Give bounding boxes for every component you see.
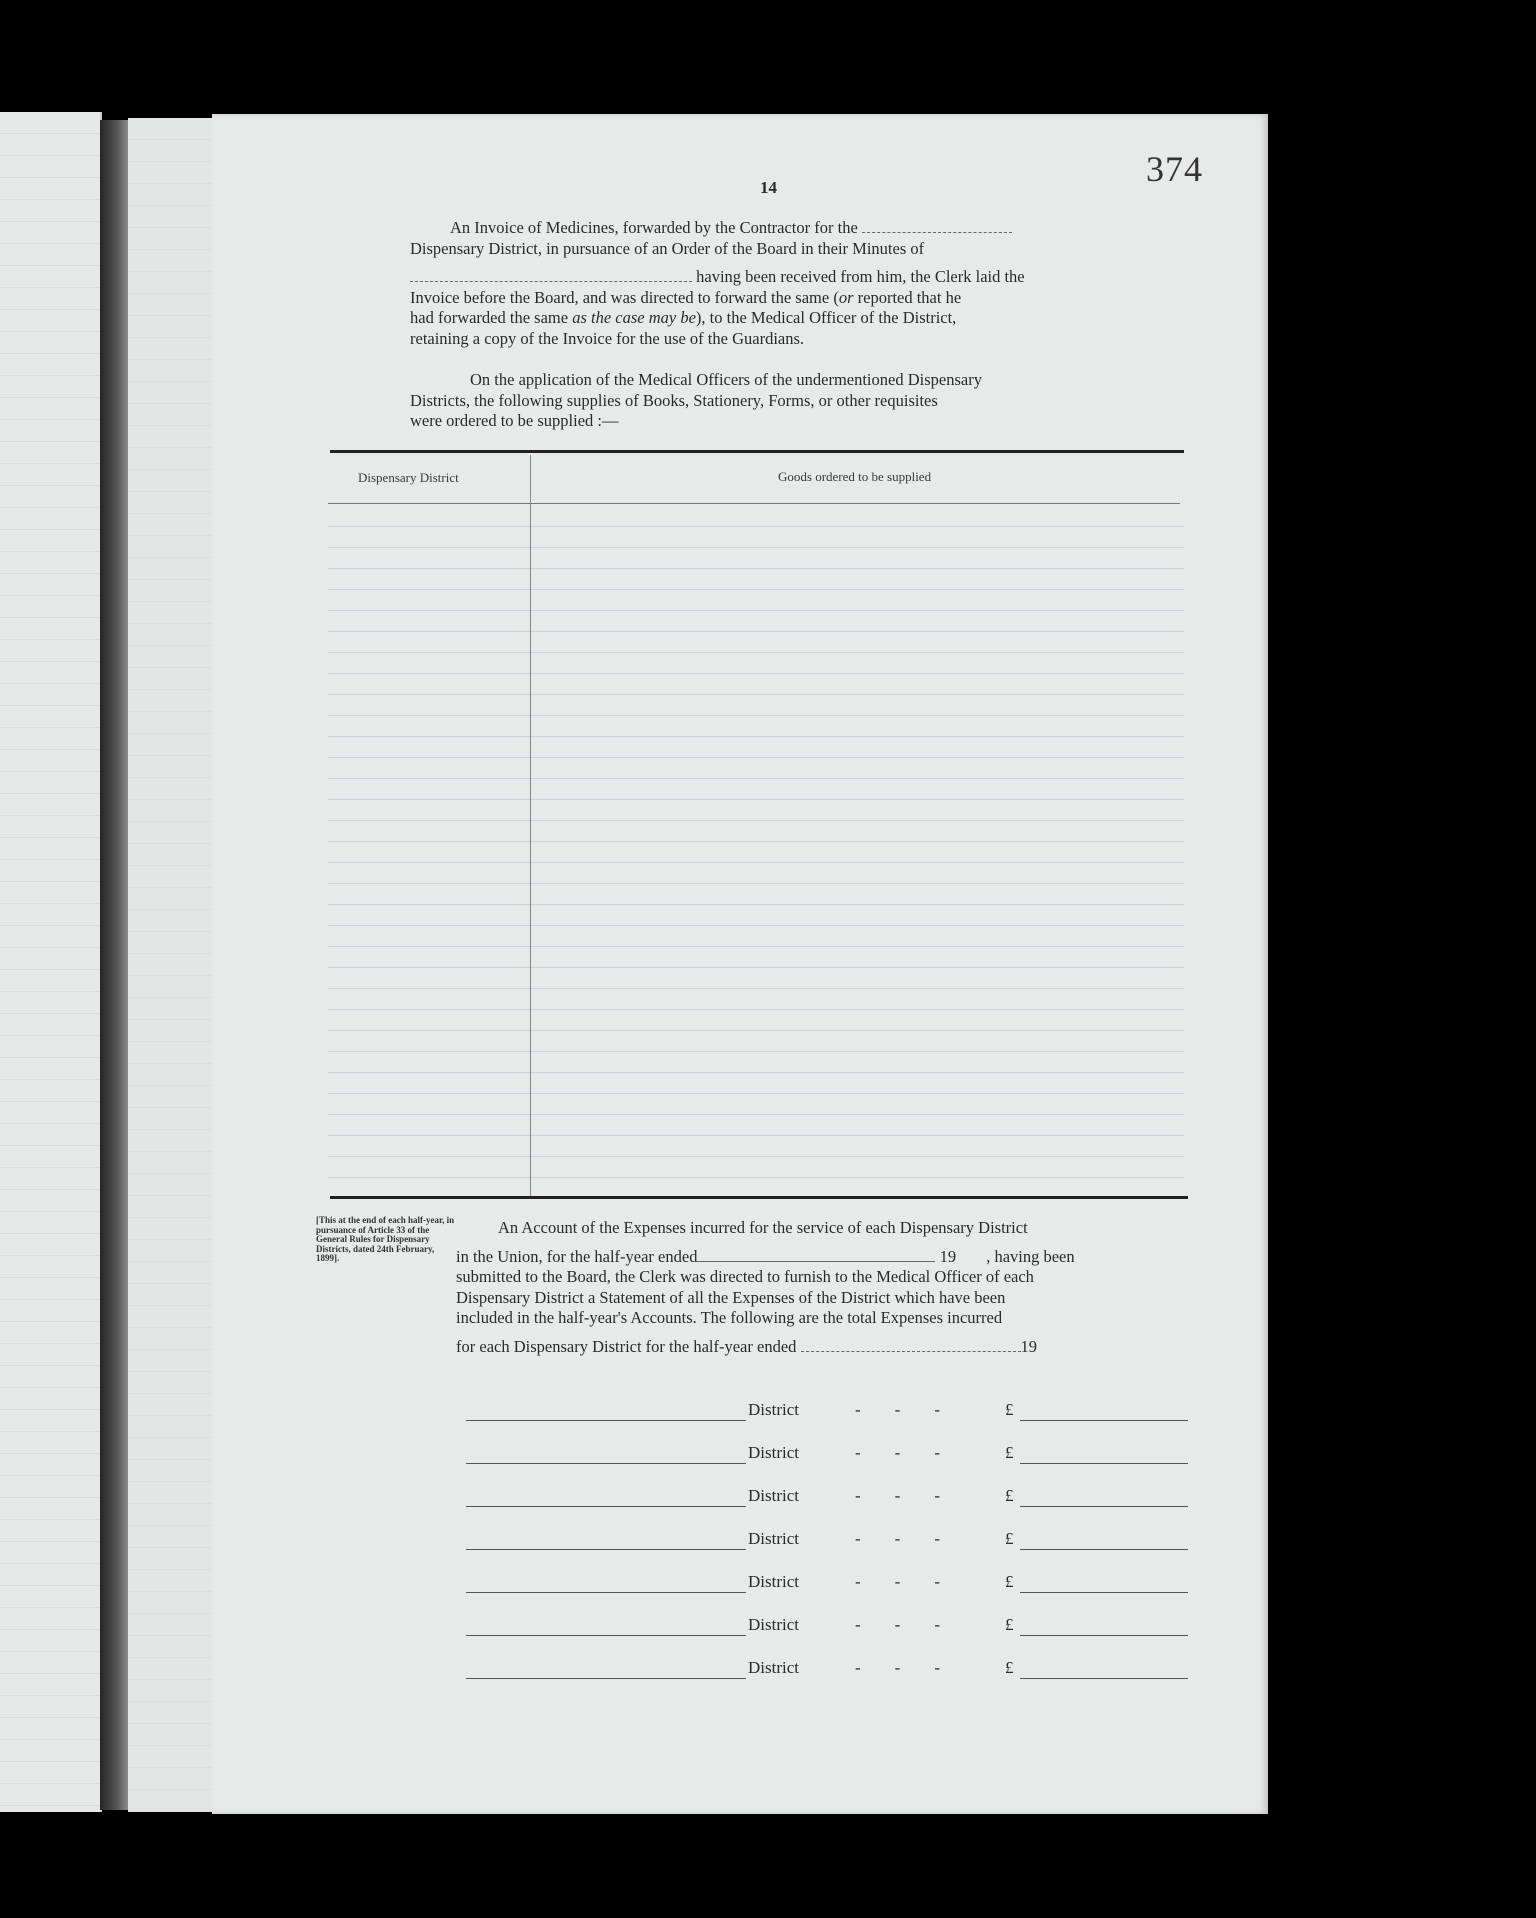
invoice-paragraph <box>410 218 1128 349</box>
book-gutter <box>100 120 128 1810</box>
account-line-6b: 19 <box>1020 1336 1038 1356</box>
stub-ruling <box>128 118 214 1812</box>
minutes-blank <box>410 281 692 282</box>
page-stub <box>128 118 216 1812</box>
district-name-blank <box>466 1549 746 1550</box>
district-row <box>460 1443 1190 1467</box>
application-line-2: Districts, the following supplies of Books, Stationery, Forms, or other requisites <box>410 390 938 410</box>
table-top-rule <box>330 450 1184 453</box>
district-row <box>460 1486 1190 1510</box>
district-row <box>460 1658 1190 1682</box>
district-leader-dashes: - - - <box>855 1658 940 1677</box>
half-year-blank-2 <box>801 1351 1021 1352</box>
district-row <box>460 1529 1190 1553</box>
invoice-line-2: Dispensary District, in pursuance of an Order of the Board in their Minutes of <box>410 238 925 258</box>
district-label: District <box>748 1572 799 1591</box>
district-name-blank <box>466 1635 746 1636</box>
district-label: District <box>748 1529 799 1548</box>
account-line-4: Dispensary District a Statement of all the Expenses of the District which have been <box>456 1287 1006 1307</box>
district-leader-dashes: - - - <box>855 1486 940 1505</box>
pound-sign: £ <box>1005 1615 1014 1634</box>
district-label: District <box>748 1400 799 1419</box>
district-row <box>460 1572 1190 1596</box>
amount-blank <box>1020 1463 1188 1464</box>
folio-number: 374 <box>1146 149 1203 189</box>
district-label: District <box>748 1486 799 1505</box>
pound-sign: £ <box>1005 1529 1014 1548</box>
district-leader-dashes: - - - <box>855 1615 940 1634</box>
amount-blank <box>1020 1420 1188 1421</box>
account-line-6 <box>456 1337 1190 1358</box>
district-name-blank <box>466 1420 746 1421</box>
amount-blank <box>1020 1592 1188 1593</box>
contractor-blank <box>862 232 1012 233</box>
col-dispensary-district-header: Dispensary District <box>358 470 459 485</box>
invoice-line-1-text: An Invoice of Medicines, forwarded by the Contractor for the <box>450 218 858 237</box>
invoice-line-3-text: having been received from him, the Clerk laid the <box>696 267 1025 286</box>
district-name-blank <box>466 1506 746 1507</box>
district-row <box>460 1615 1190 1639</box>
pound-sign: £ <box>1005 1658 1014 1677</box>
account-line-2a: in the Union, for the half-year ended <box>456 1246 698 1266</box>
district-name-blank <box>466 1592 746 1593</box>
col-goods-header: Goods ordered to be supplied <box>778 469 932 484</box>
invoice-line-3 <box>410 267 1128 288</box>
district-leader-dashes: - - - <box>855 1443 940 1462</box>
pound-sign: £ <box>1005 1572 1014 1591</box>
amount-blank <box>1020 1635 1188 1636</box>
district-label: District <box>748 1443 799 1462</box>
account-line-2 <box>456 1247 1190 1268</box>
invoice-line-4b: or <box>838 287 854 307</box>
pound-sign: £ <box>1005 1486 1014 1505</box>
invoice-line-5b: as the case may be <box>572 308 696 327</box>
district-leader-dashes: - - - <box>855 1572 940 1591</box>
application-line-3: were ordered to be supplied :— <box>410 411 619 430</box>
amount-blank <box>1020 1549 1188 1550</box>
account-line-3: submitted to the Board, the Clerk was directed to furnish to the Medical Officer of each <box>456 1267 1034 1286</box>
district-name-blank <box>466 1678 746 1679</box>
half-year-blank-1 <box>697 1261 935 1262</box>
account-paragraph <box>456 1218 1190 1357</box>
district-leader-dashes: - - - <box>855 1400 940 1419</box>
account-line-5: included in the half-year's Accounts. The following are the total Expenses incurred <box>456 1308 1003 1327</box>
district-name-blank <box>466 1463 746 1464</box>
page-number: 14 <box>760 178 777 197</box>
application-paragraph <box>410 370 1124 432</box>
invoice-line-5 <box>410 308 1128 329</box>
pound-sign: £ <box>1005 1443 1014 1462</box>
account-line-2b: 19 <box>939 1246 957 1266</box>
table-header-rule <box>328 503 1180 504</box>
invoice-line-5c: ), to the Medical Officer of the District, <box>695 308 957 327</box>
invoice-line-4a: Invoice before the Board, and was directed to forward the same ( <box>410 287 839 307</box>
account-line-1: An Account of the Expenses incurred for the service of each Dispensary District <box>498 1218 1028 1237</box>
left-page-edge <box>0 112 102 1812</box>
invoice-line-5a: had forwarded the same <box>410 308 573 327</box>
invoice-line-6: retaining a copy of the Invoice for the use of the Guardians. <box>410 328 805 348</box>
margin-note: [This at the end of each half-year, in pursuance of Article 33 of the General Rules for Dispensary Districts, dated 24th February, 1899]. <box>316 1215 455 1263</box>
application-line-1: On the application of the Medical Officers of the undermentioned Dispensary <box>470 370 982 389</box>
table-ruled-area <box>328 506 1184 1196</box>
table-column-divider <box>530 455 531 1197</box>
account-line-6a: for each Dispensary District for the half-year ended <box>456 1336 797 1356</box>
district-row <box>460 1400 1190 1424</box>
district-label: District <box>748 1615 799 1634</box>
pound-sign: £ <box>1005 1400 1014 1419</box>
amount-blank <box>1020 1678 1188 1679</box>
left-page-ruling <box>0 112 100 1812</box>
amount-blank <box>1020 1506 1188 1507</box>
table-bottom-rule <box>330 1196 1188 1199</box>
account-line-2c: , having been <box>986 1246 1075 1266</box>
invoice-line-4 <box>410 288 1128 309</box>
district-label: District <box>748 1658 799 1677</box>
invoice-line-1 <box>410 218 1128 239</box>
invoice-line-4c: reported that he <box>853 287 962 307</box>
district-leader-dashes: - - - <box>855 1529 940 1548</box>
